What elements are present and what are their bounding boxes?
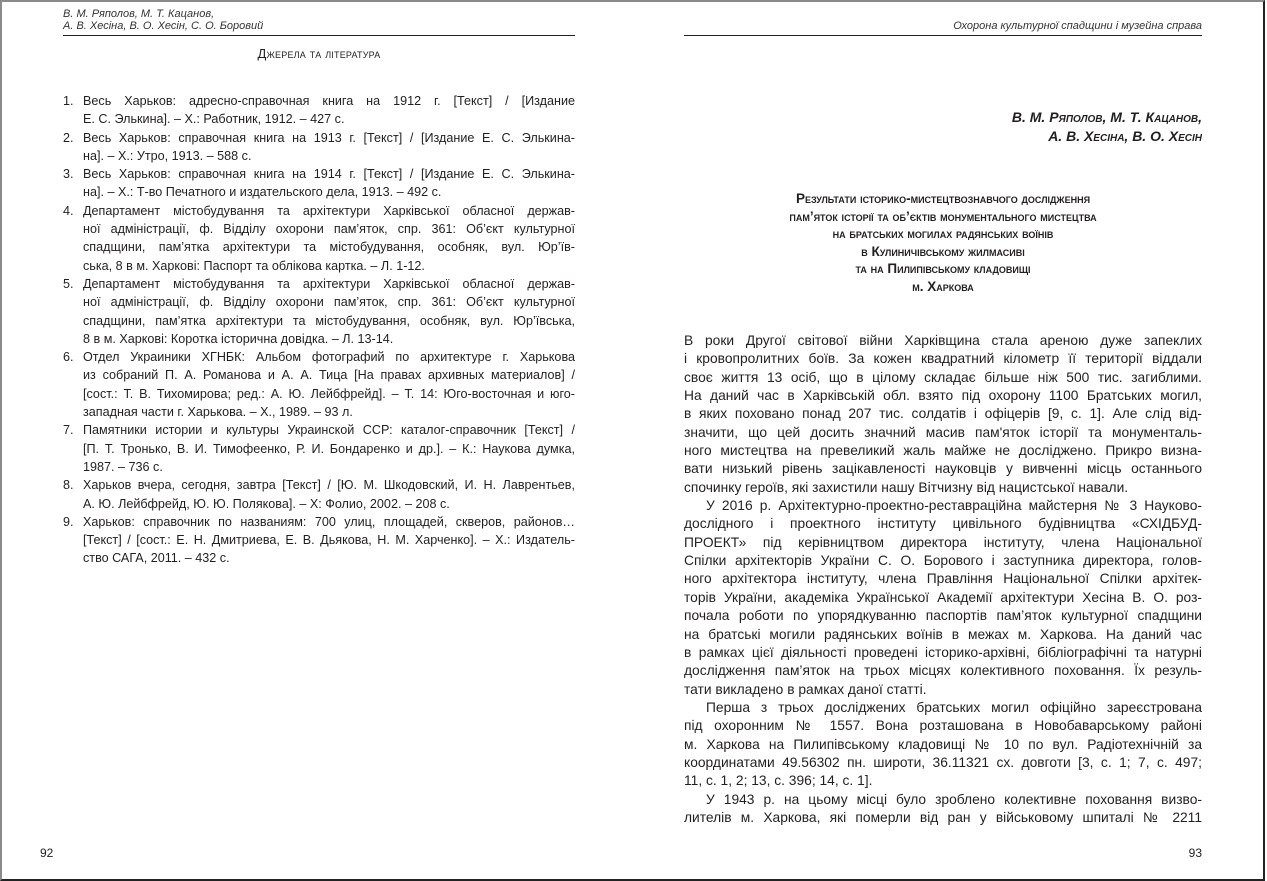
reference-item [63, 421, 575, 476]
reference-line: Харьков: справочник по названиям: 700 улиц, площадей, скверов, районов… [83, 514, 575, 529]
paragraph [684, 332, 1202, 497]
reference-line: ська, 8 в м. Харкові: Паспорт та облікова картка. – Л. 1-12. [83, 258, 425, 273]
reference-line: западная части г. Харькова. – Х., 1989. – 93 л. [83, 405, 353, 420]
title-line: та на Пилипівському кладовищі [855, 261, 1031, 276]
reference-line: Памятники истории и культуры Украинской ССР: каталог-справочник [Текст] / [83, 423, 575, 438]
paragraph-line: і кровопролитних боїв. За кожен квадратний кілометр її території віддали [684, 351, 1202, 367]
paragraph-line: вати низький рівень зацікавленості науковців у вивченні місць останнього [684, 461, 1202, 477]
reference-item [63, 476, 575, 513]
paragraph-line: лителів м. Харкова, які померли від ран у військовому шпиталі № 2211 [684, 809, 1202, 825]
title-line: в Кулиничівському жилмасиві [861, 243, 1025, 259]
reference-line: ної адміністрації, ф. Відділу охорони пам’яток, спр. 361: Об’єкт культурної [83, 222, 575, 237]
reference-number: 6. [63, 350, 74, 365]
paragraph-line: на братські могили радянських воїнів в межах м. Харкова. На даний час [684, 626, 1202, 642]
reference-line: [Текст] / [сост.: Е. Н. Дмитриева, Е. В. Дьякова, Н. М. Харченко]. – Х.: Издатель- [83, 533, 575, 548]
reference-line: из собраний П. А. Романова и А. А. Тица [На правах архивных материалов] / [83, 368, 575, 383]
paragraph-line: В роки Другої світової війни Харківщина стала ареною дуже запеклих [684, 333, 1202, 348]
paragraph-line: На даний час в Харківській обл. взято під охорону 1100 Братських могил, [684, 388, 1202, 404]
reference-line: на]. – Х.: Т-во Печатного и издательского дела, 1913. – 492 с. [83, 185, 442, 200]
author-line: А. В. Хесіна, В. О. Хесін [1048, 127, 1202, 144]
paragraph-line: Спілки архітекторів України С. О. Борового і заступника директора, голов- [684, 553, 1202, 569]
reference-number: 8. [63, 478, 74, 493]
reference-line: Департамент містобудування та архітектури Харківської обласної держав- [83, 276, 575, 291]
reference-line: [П. Т. Тронько, В. И. Тимофеенко, Р. И. Бондаренко и др.]. – К.: Наукова думка, [83, 441, 575, 456]
page-number: 93 [1188, 846, 1202, 860]
reference-number: 5. [63, 276, 74, 291]
paragraph-line: значити, що цей досить значний масив пам'яток історії та монументаль- [684, 424, 1202, 440]
paragraph-line: ПРОЕКТ» під керівництвом директора інституту, члена Національної [684, 534, 1202, 550]
reference-number: 4. [63, 203, 74, 218]
paragraph-line: У 2016 р. Архітектурно-проектно-реставраційна майстерня № 3 Науково- [706, 498, 1202, 514]
paragraph-line: дослідного і проектного інституту цивільного будівництва «СХІДБУД- [684, 516, 1202, 532]
paragraph-line: спочинку героїв, які захистили нашу Вітчизну від нацистської навали. [684, 479, 1129, 495]
reference-line: Департамент містобудування та архітектури Харківської обласної держав- [83, 203, 575, 218]
reference-line: А. Ю. Лейбфрейд, Ю. Ю. Полякова]. – Х: Фолио, 2002. – 208 с. [83, 496, 450, 511]
reference-line: на]. – Х.: Утро, 1913. – 588 с. [83, 148, 252, 163]
reference-list [63, 92, 575, 568]
reference-line: Харьков вчера, сегодня, завтра [Текст] / [Ю. М. Шкодовский, И. Н. Лаврентьев, [83, 478, 575, 493]
reference-line: Весь Харьков: адресно-справочная книга на 1912 г. [Текст] / [Издание [83, 94, 575, 108]
reference-line: 1987. – 736 с. [83, 459, 163, 474]
title-line: пам’яток історії та об’єктів монументального мистецтва [789, 208, 1097, 224]
paragraph-line: У 1943 р. на цьому місці було зроблено колективне поховання визво- [706, 791, 1202, 807]
paragraph-line: м. Харкова на Пилипівському кладовищі № 10 по вул. Радіотехнічній за [684, 736, 1202, 752]
header-rule [63, 35, 575, 36]
paragraph-line: 11, с. 1, 2; 13, с. 396; 14, с. 1]. [684, 773, 873, 789]
reference-line: Отдел Украиники ХГНБК: Альбом фотографий по архитектуре г. Харькова [83, 350, 575, 365]
author-line: В. М. Ряполов, М. Т. Кацанов, [1011, 109, 1202, 125]
paragraph-line: під охоронним № 1557. Вона розташована в Новобаварському районі [684, 718, 1202, 734]
left-page [40, 0, 575, 881]
paragraph-line: в рамках цієї діяльності проведені історико-архівні, бібліографічні та натурні [684, 644, 1202, 660]
reference-number: 9. [63, 514, 74, 529]
paragraph-line: дослідження пам’яток на трьох місцях колективного поховання. Їх резуль- [684, 663, 1202, 679]
paragraph-line: в яких поховано понад 207 тис. солдатів і офіцерів [9, с. 1]. Але слід від- [684, 406, 1202, 422]
reference-number: 1. [63, 94, 74, 108]
title-line: Результати історико-мистецтвознавчого дослідження [795, 191, 1091, 206]
reference-line: Весь Харьков: справочная книга на 1913 г. [Текст] / [Издание Е. С. Элькина- [83, 130, 575, 145]
reference-number: 2. [63, 130, 74, 145]
reference-item [63, 165, 575, 202]
reference-line: спадщини, пам’ятка архітектури та містобудування, особняк, вул. Юр’ївська, [83, 313, 575, 328]
reference-item [63, 129, 575, 166]
reference-number: 7. [63, 423, 74, 438]
running-head-authors [63, 8, 575, 32]
reference-item [63, 513, 575, 568]
article-authors [1012, 108, 1202, 145]
section-title: Джерела та література [257, 46, 381, 61]
paragraph-line: ного мистецтва на превеликий жаль майже не досліджено. Прикро визна- [684, 443, 1202, 459]
reference-line: 8 в м. Харкові: Коротка історична довідка. – Л. 13-14. [83, 331, 394, 346]
paragraph-line: координатами 49.56302 пн. широти, 36.11321 сх. довготи [3, с. 1; 7, с. 497; [684, 754, 1202, 770]
page-number: 92 [40, 846, 54, 860]
paragraph [684, 497, 1202, 699]
paragraph [684, 699, 1202, 791]
paragraph [684, 791, 1202, 828]
reference-item [63, 275, 575, 348]
running-head-journal: Охорона культурної спадщини і музейна справа [953, 20, 1202, 32]
title-line: на братських могилах радянських воїнів [832, 226, 1054, 241]
paragraph-line: Перша з трьох досліджених братських могил офіційно зареєстрована [706, 699, 1202, 715]
paragraph-line: ного архітектора інституту, члена Правління Національної Спілки архітек- [684, 571, 1202, 587]
reference-line: ство САГА, 2011. – 432 с. [83, 551, 230, 566]
article-body [684, 332, 1202, 827]
article-title [684, 190, 1202, 295]
reference-line: Е. С. Элькина]. – Х.: Работник, 1912. – 427 с. [83, 112, 345, 127]
paragraph-line: почала роботи по упорядкуванню паспортів пам’яток культурної спадщини [684, 608, 1202, 624]
paragraph-line: своє життя 13 осіб, що в цілому складає більше ніж 500 тис. загиблими. [684, 369, 1202, 385]
paragraph-line: торів України, академіка Української Академії архітектури Хесіна В. О. роз- [684, 589, 1202, 605]
running-head-line: В. М. Ряполов, М. Т. Кацанов, [63, 8, 215, 20]
running-head-line: А. В. Хесіна, В. О. Хесін, С. О. Боровий [63, 20, 264, 32]
reference-line: Весь Харьков: справочная книга на 1914 г. [Текст] / [Издание Е. С. Элькина- [83, 167, 575, 182]
reference-line: [сост.: Т. В. Тихомирова; ред.: А. Ю. Лейбфрейд]. – Т. 14: Юго-восточная и юго- [83, 386, 575, 401]
reference-item [63, 348, 575, 421]
title-line: м. Харкова [912, 278, 974, 294]
reference-item [63, 202, 575, 275]
right-page [684, 0, 1202, 881]
paragraph-line: тати викладено в рамках даної статті. [684, 681, 927, 697]
reference-line: ної адміністрації, ф. Відділу охорони пам’яток, спр. 361: Об’єкт культурної [83, 295, 575, 310]
reference-line: спадщини, пам’ятка архітектури та містобудування, особняк, вул. Юр’їв- [83, 240, 575, 255]
reference-item [63, 92, 575, 129]
header-rule [684, 35, 1202, 36]
reference-number: 3. [63, 167, 74, 182]
